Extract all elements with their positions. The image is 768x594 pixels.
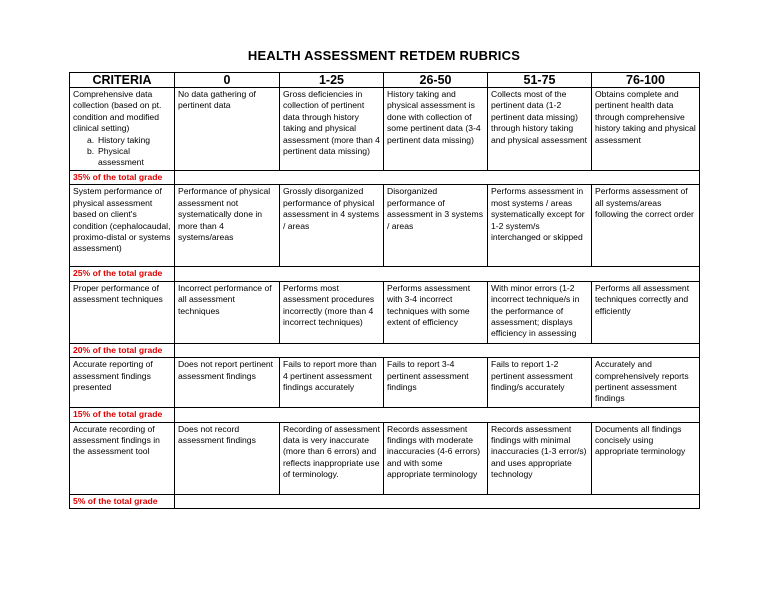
rubric-cell: Performs assessment with 3-4 incorrect techniques with some extent of efficiency (384, 281, 488, 343)
criteria-cell: Accurate reporting of assessment findings presented (70, 358, 175, 408)
rubric-cell: Fails to report more than 4 pertinent assessment findings accurately (280, 358, 384, 408)
rubric-cell: Performs assessment of all systems/areas following the correct order (592, 185, 700, 267)
grade-row (70, 343, 700, 357)
grade-label: 15% of the total grade (70, 408, 175, 422)
header-score-76-100: 76-100 (592, 73, 700, 88)
rubric-cell: Records assessment findings with moderate inaccuracies (4-6 errors) and with some appropriate terminology (384, 422, 488, 494)
criteria-cell: System performance of physical assessment based on client's condition (cephalocaudal, proximo-distal or systems assessment) (70, 185, 175, 267)
rubric-cell: Fails to report 1-2 pertinent assessment finding/s accurately (488, 358, 592, 408)
rubric-cell: Gross deficiencies in collection of pertinent data through history taking and physical assessment (more than 4 pertinent data missing) (280, 88, 384, 171)
table-row (70, 281, 700, 343)
grade-spacer (175, 267, 700, 281)
rubric-cell: History taking and physical assessment is done with collection of some pertinent data (3-4 pertinent data missing) (384, 88, 488, 171)
rubric-cell: Grossly disorganized performance of physical assessment in 4 systems / areas (280, 185, 384, 267)
table-row (70, 358, 700, 408)
grade-spacer (175, 343, 700, 357)
rubric-cell: Performs most assessment procedures incorrectly (more than 4 incorrect techniques) (280, 281, 384, 343)
grade-row (70, 267, 700, 281)
header-score-1-25: 1-25 (280, 73, 384, 88)
criteria-cell: Proper performance of assessment techniques (70, 281, 175, 343)
rubric-cell: Documents all findings concisely using appropriate terminology (592, 422, 700, 494)
rubric-cell: Recording of assessment data is very inaccurate (more than 6 errors) and reflects inappropriate use of terminology. (280, 422, 384, 494)
table-row (70, 422, 700, 494)
header-score-0: 0 (175, 73, 280, 88)
criteria-sublist (73, 135, 171, 169)
criteria-cell: Accurate recording of assessment findings in the assessment tool (70, 422, 175, 494)
criteria-subitem: b. Physical assessment (87, 146, 144, 168)
criteria-subitem: a. History taking (87, 134, 151, 145)
rubric-cell: Performs assessment in most systems / areas systematically except for 1-2 system/s interchanged or skipped (488, 185, 592, 267)
grade-row (70, 171, 700, 185)
rubric-cell: Performs all assessment techniques correctly and efficiently (592, 281, 700, 343)
grade-label: 20% of the total grade (70, 343, 175, 357)
grade-row (70, 494, 700, 508)
table-row (70, 185, 700, 267)
grade-label: 35% of the total grade (70, 171, 175, 185)
rubric-cell: Does not report pertinent assessment findings (175, 358, 280, 408)
rubric-cell: Accurately and comprehensively reports pertinent assessment findings (592, 358, 700, 408)
criteria-cell (70, 88, 175, 171)
rubric-table (69, 72, 700, 509)
header-score-51-75: 51-75 (488, 73, 592, 88)
table-row (70, 88, 700, 171)
header-criteria: CRITERIA (70, 73, 175, 88)
rubric-cell: No data gathering of pertinent data (175, 88, 280, 171)
page-title: HEALTH ASSESSMENT RETDEM RUBRICS (247, 48, 521, 63)
grade-label: 25% of the total grade (70, 267, 175, 281)
rubric-cell: Fails to report 3-4 pertinent assessment findings (384, 358, 488, 408)
grade-spacer (175, 408, 700, 422)
grade-spacer (175, 494, 700, 508)
rubric-cell: Incorrect performance of all assessment techniques (175, 281, 280, 343)
grade-label: 5% of the total grade (70, 494, 175, 508)
header-score-26-50: 26-50 (384, 73, 488, 88)
rubric-cell: Collects most of the pertinent data (1-2 pertinent data missing) through history taking and physical assessment (488, 88, 592, 171)
rubric-cell: Does not record assessment findings (175, 422, 280, 494)
rubric-cell: Records assessment findings with minimal inaccuracies (1-3 error/s) and uses appropriate technology (488, 422, 592, 494)
grade-spacer (175, 171, 700, 185)
rubric-cell: Disorganized performance of assessment in 3 systems / areas (384, 185, 488, 267)
rubric-cell: Obtains complete and pertinent health data through comprehensive history taking and physical assessment (592, 88, 700, 171)
grade-row (70, 408, 700, 422)
criteria-text: Comprehensive data collection (based on pt. condition and modified clinical setting) (73, 89, 162, 134)
header-row (70, 73, 700, 88)
rubric-cell: With minor errors (1-2 incorrect technique/s in the performance of assessment; displays efficiency in assessing (488, 281, 592, 343)
rubric-cell: Performance of physical assessment not systematically done in more than 4 systems/areas (175, 185, 280, 267)
